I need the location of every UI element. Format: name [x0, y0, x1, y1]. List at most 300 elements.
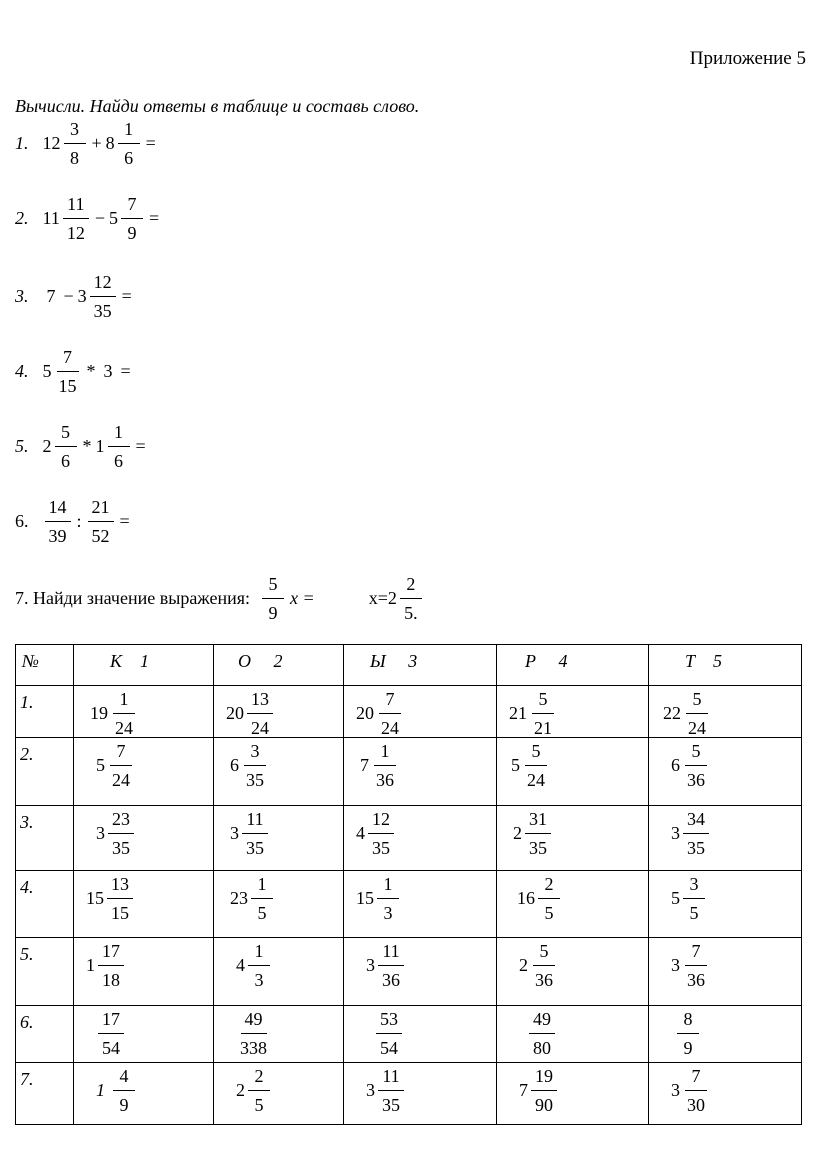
operator: = [135, 436, 146, 456]
answer-table [15, 644, 802, 1125]
whole-part: 20 [356, 703, 374, 723]
header-label: Ы 3 [370, 651, 418, 671]
numerator: 12 [90, 273, 116, 297]
fraction [538, 875, 560, 922]
exercise-3 [15, 273, 136, 320]
answer-value [671, 875, 707, 922]
table-header-row [16, 645, 802, 686]
operator: 7 [46, 286, 56, 306]
answer-cell [74, 686, 214, 738]
denominator: 12 [66, 223, 85, 243]
exercise-7-variable: x = [290, 588, 315, 608]
whole-part: 7 [519, 1080, 528, 1100]
fraction [247, 690, 273, 737]
fraction [378, 942, 404, 989]
denominator: 39 [48, 526, 67, 546]
mixed-number [43, 498, 73, 545]
whole-part: 7 [360, 755, 369, 775]
answer-cell [344, 738, 497, 806]
answer-cell [497, 806, 649, 871]
header-column-2 [214, 645, 344, 686]
answer-cell [74, 738, 214, 806]
answer-value [356, 690, 405, 737]
numerator: 31 [525, 810, 551, 834]
whole-part: 2 [519, 955, 528, 975]
row-label: 1. [16, 686, 74, 738]
answer-cell [344, 1063, 497, 1125]
fraction [121, 195, 143, 242]
whole-part: 5 [109, 208, 118, 228]
whole-part: 2 [387, 588, 397, 608]
header-label: Т 5 [685, 651, 723, 671]
denominator: 24 [688, 718, 706, 738]
fraction [98, 1010, 124, 1057]
whole-part: 2 [236, 1080, 245, 1100]
row-label: 4. [16, 871, 74, 938]
header-column-4 [497, 645, 649, 686]
numerator: 11 [378, 1067, 403, 1091]
answer-value [519, 942, 559, 989]
fraction [377, 690, 403, 737]
operator: = [145, 133, 156, 153]
whole-part: 2 [42, 436, 52, 456]
exercise-1 [15, 120, 160, 167]
numerator: 12 [368, 810, 394, 834]
answer-cell [74, 938, 214, 1006]
denominator: 18 [102, 970, 120, 990]
numerator: 7 [57, 348, 79, 372]
answer-cell [497, 738, 649, 806]
fraction [242, 742, 268, 789]
denominator: 5 [257, 903, 267, 923]
whole-part: 3 [671, 955, 680, 975]
fraction [107, 875, 133, 922]
numerator: 2 [538, 875, 560, 899]
answer-value [356, 810, 396, 857]
appendix-label: Приложение 5 [689, 48, 806, 69]
answer-value [517, 875, 562, 922]
denominator: 36 [687, 770, 705, 790]
fraction [113, 1067, 135, 1114]
whole-part: 1 [86, 955, 95, 975]
fraction [248, 942, 270, 989]
denominator: 8 [70, 148, 79, 168]
answer-value [356, 875, 401, 922]
denominator: 35 [529, 838, 547, 858]
row-label: 3. [16, 806, 74, 871]
numerator: 7 [685, 942, 707, 966]
answer-value [671, 742, 711, 789]
numerator: 8 [677, 1010, 699, 1034]
operator: * [82, 436, 92, 456]
whole-part: 6 [230, 755, 239, 775]
answer-cell [649, 1063, 802, 1125]
denominator: 24 [527, 770, 545, 790]
denominator: 35 [93, 301, 112, 321]
operator: − [94, 208, 105, 228]
numerator: 5 [525, 742, 547, 766]
denominator: 5 [689, 903, 699, 923]
numerator: 5 [686, 690, 708, 714]
whole-part: 3 [230, 823, 239, 843]
exercise-7 [15, 575, 424, 622]
answer-value [671, 1067, 711, 1114]
whole-part: 4 [236, 955, 245, 975]
fraction [677, 1010, 699, 1057]
mixed-number [43, 195, 91, 242]
numerator: 3 [683, 875, 705, 899]
answer-value [663, 690, 712, 737]
fraction [55, 348, 81, 395]
fraction [683, 875, 705, 922]
answer-value [513, 810, 553, 857]
fraction [118, 120, 140, 167]
denominator: 6 [61, 451, 70, 471]
denominator: 36 [376, 770, 394, 790]
numerator: 1 [377, 875, 399, 899]
whole-part: 21 [509, 703, 527, 723]
operator: + [91, 133, 102, 153]
exercise-5 [15, 423, 150, 470]
whole-part: 5 [96, 755, 105, 775]
exercise-number: 4. [15, 361, 29, 381]
denominator: 338 [240, 1038, 267, 1058]
header-column-1 [74, 645, 214, 686]
answer-value [360, 742, 400, 789]
answer-value [86, 942, 126, 989]
numerator: 23 [108, 810, 134, 834]
fraction [242, 810, 268, 857]
answer-value [96, 1010, 126, 1057]
denominator: 80 [533, 1038, 551, 1058]
answer-value [226, 690, 275, 737]
numerator: 49 [529, 1010, 555, 1034]
fraction [88, 498, 114, 545]
header-column-5 [649, 645, 802, 686]
answer-cell [214, 738, 344, 806]
answer-cell [344, 686, 497, 738]
answer-cell [344, 1006, 497, 1063]
header-number [16, 645, 74, 686]
numerator: 1 [118, 120, 140, 144]
whole-part: 3 [96, 823, 105, 843]
row-label: 6. [16, 1006, 74, 1063]
numerator: 5 [262, 575, 284, 599]
whole-part: 5 [511, 755, 520, 775]
fraction [108, 742, 134, 789]
answer-value [366, 942, 406, 989]
answer-cell [649, 871, 802, 938]
denominator: 24 [112, 770, 130, 790]
fraction [368, 810, 394, 857]
fraction [378, 1067, 404, 1114]
answer-value [675, 1010, 701, 1057]
table-row [16, 686, 802, 738]
mixed-number [43, 423, 79, 470]
whole-part: 19 [90, 703, 108, 723]
denominator: 35 [112, 838, 130, 858]
numerator: 17 [98, 1010, 124, 1034]
row-label: 5. [16, 938, 74, 1006]
exercise-number: 1. [15, 133, 29, 153]
answer-cell [497, 871, 649, 938]
numerator: 2 [248, 1067, 270, 1091]
numerator: 34 [683, 810, 709, 834]
table-row [16, 738, 802, 806]
fraction [531, 942, 557, 989]
denominator: 24 [115, 718, 133, 738]
table-row [16, 806, 802, 871]
numerator: 21 [88, 498, 114, 522]
numerator: 7 [379, 690, 401, 714]
answer-cell [74, 1006, 214, 1063]
numerator: 53 [376, 1010, 402, 1034]
fraction [683, 942, 709, 989]
answer-cell [649, 938, 802, 1006]
operator: = [121, 286, 132, 306]
operator: 3 [103, 361, 113, 381]
whole-part: 8 [105, 133, 115, 153]
operator: = [120, 361, 131, 381]
fraction [108, 423, 130, 470]
denominator: 35 [246, 838, 264, 858]
answer-value [511, 742, 551, 789]
mixed-number [43, 348, 83, 395]
fraction [683, 1067, 709, 1114]
table-row [16, 1063, 802, 1125]
exercise-7-prefix: 7. Найди значение выражения: [15, 588, 251, 608]
fraction [683, 810, 709, 857]
fraction [248, 1067, 270, 1114]
fraction [111, 690, 137, 737]
operator: * [86, 361, 96, 381]
fraction [531, 1067, 557, 1114]
row-label: 7. [16, 1063, 74, 1125]
whole-part: 20 [226, 703, 244, 723]
fraction [525, 810, 551, 857]
answer-cell [649, 686, 802, 738]
mixed-number [78, 273, 118, 320]
denominator: 9 [268, 603, 278, 623]
denominator: 21 [534, 718, 552, 738]
answer-cell [344, 806, 497, 871]
fraction [529, 1010, 555, 1057]
whole-part: 22 [663, 703, 681, 723]
exercise-7-given-prefix: x= [368, 588, 388, 608]
mixed-number [43, 120, 88, 167]
answer-value [96, 1067, 137, 1114]
denominator: 15 [111, 903, 129, 923]
operator: − [63, 286, 74, 306]
fraction [63, 195, 89, 242]
fraction [376, 1010, 402, 1057]
fraction [683, 742, 709, 789]
fraction [251, 875, 273, 922]
denominator: 6 [124, 148, 134, 168]
exercise-7-fraction [262, 575, 284, 622]
numerator: 3 [244, 742, 266, 766]
fraction [530, 690, 556, 737]
answer-value [90, 690, 139, 737]
numerator: 19 [531, 1067, 557, 1091]
numerator: 1 [248, 942, 270, 966]
row-label: 2. [16, 738, 74, 806]
answer-value [509, 690, 558, 737]
exercise-number: 3. [15, 286, 29, 306]
answer-value [366, 1067, 406, 1114]
numerator: 3 [64, 120, 86, 144]
whole-part: 15 [86, 888, 104, 908]
fraction [45, 498, 71, 545]
fraction [523, 742, 549, 789]
whole-part: 3 [671, 1080, 680, 1100]
numerator: 5 [533, 942, 555, 966]
answer-cell [497, 1006, 649, 1063]
table-row [16, 1006, 802, 1063]
denominator: 5 [254, 1095, 264, 1115]
denominator: 3 [254, 970, 264, 990]
answer-value [671, 810, 711, 857]
denominator: 5 [544, 903, 554, 923]
answer-cell [74, 871, 214, 938]
denominator: 30 [687, 1095, 705, 1115]
answer-cell [214, 871, 344, 938]
fraction [90, 273, 116, 320]
denominator: 35 [687, 838, 705, 858]
denominator: 9 [683, 1038, 693, 1058]
answer-value [96, 742, 136, 789]
fraction [64, 120, 86, 167]
numerator: 5 [685, 742, 707, 766]
whole-part: 3 [77, 286, 87, 306]
fraction [55, 423, 77, 470]
answer-value [234, 1010, 273, 1057]
denominator: 36 [687, 970, 705, 990]
answer-cell [649, 738, 802, 806]
denominator: 52 [91, 526, 110, 546]
answer-value [671, 942, 711, 989]
answer-value [96, 810, 136, 857]
answer-cell [497, 686, 649, 738]
whole-part: 3 [671, 823, 680, 843]
header-label: Р 4 [525, 651, 568, 671]
denominator: 15 [58, 376, 77, 396]
fraction [684, 690, 710, 737]
answer-cell [214, 686, 344, 738]
whole-part: 23 [230, 888, 248, 908]
exercise-number: 2. [15, 208, 29, 228]
whole-part: 11 [42, 208, 60, 228]
answer-cell [214, 938, 344, 1006]
mixed-number [106, 120, 142, 167]
answer-value [230, 810, 270, 857]
whole-part: 3 [366, 955, 375, 975]
table-row [16, 938, 802, 1006]
whole-part: 2 [513, 823, 522, 843]
denominator: 24 [251, 718, 269, 738]
whole-part: 5 [671, 888, 680, 908]
denominator: 35 [246, 770, 264, 790]
operator: = [149, 208, 160, 228]
exercise-number: 6. [15, 511, 29, 531]
answer-cell [344, 871, 497, 938]
numerator: 5 [55, 423, 77, 447]
numerator: 49 [241, 1010, 267, 1034]
denominator: 36 [382, 970, 400, 990]
header-label: О 2 [238, 651, 283, 671]
numerator: 1 [374, 742, 396, 766]
answer-cell [344, 938, 497, 1006]
answer-cell [497, 938, 649, 1006]
mixed-number [86, 498, 116, 545]
answer-value [519, 1067, 559, 1114]
numerator: 14 [45, 498, 71, 522]
denominator: 54 [102, 1038, 120, 1058]
numerator: 13 [247, 690, 273, 714]
denominator: 35 [382, 1095, 400, 1115]
fraction [400, 575, 422, 622]
fraction [236, 1010, 271, 1057]
whole-part: 3 [366, 1080, 375, 1100]
exercise-4 [15, 348, 135, 395]
numerator: 7 [110, 742, 132, 766]
numerator: 5 [532, 690, 554, 714]
whole-part: 1 [96, 1080, 105, 1100]
denominator: 54 [380, 1038, 398, 1058]
operator: = [119, 511, 130, 531]
numerator: 7 [121, 195, 143, 219]
answer-cell [74, 806, 214, 871]
whole-part: 4 [356, 823, 365, 843]
exercise-6 [15, 498, 134, 545]
answer-value [374, 1010, 404, 1057]
answer-cell [497, 1063, 649, 1125]
numerator: 11 [242, 810, 267, 834]
answer-value [230, 875, 275, 922]
answer-value [230, 742, 270, 789]
answer-cell [649, 1006, 802, 1063]
header-column-3 [344, 645, 497, 686]
whole-part: 12 [42, 133, 61, 153]
fraction [372, 742, 398, 789]
numerator: 1 [108, 423, 130, 447]
numerator: 4 [113, 1067, 135, 1091]
numerator: 11 [63, 195, 88, 219]
denominator: 90 [535, 1095, 553, 1115]
fraction [98, 942, 124, 989]
header-label: К 1 [110, 651, 149, 671]
fraction [108, 810, 134, 857]
answer-cell [214, 806, 344, 871]
answer-value [236, 1067, 272, 1114]
header-label: № [22, 651, 39, 671]
denominator: 9 [127, 223, 137, 243]
denominator: 24 [381, 718, 399, 738]
mixed-number [96, 423, 132, 470]
numerator: 1 [113, 690, 135, 714]
denominator: 9 [119, 1095, 129, 1115]
answer-value [236, 942, 272, 989]
numerator: 13 [107, 875, 133, 899]
whole-part: 6 [671, 755, 680, 775]
fraction [377, 875, 399, 922]
denominator: 36 [535, 970, 553, 990]
mixed-number [109, 195, 145, 242]
answer-cell [214, 1006, 344, 1063]
whole-part: 15 [356, 888, 374, 908]
answer-cell [74, 1063, 214, 1125]
numerator: 2 [400, 575, 422, 599]
